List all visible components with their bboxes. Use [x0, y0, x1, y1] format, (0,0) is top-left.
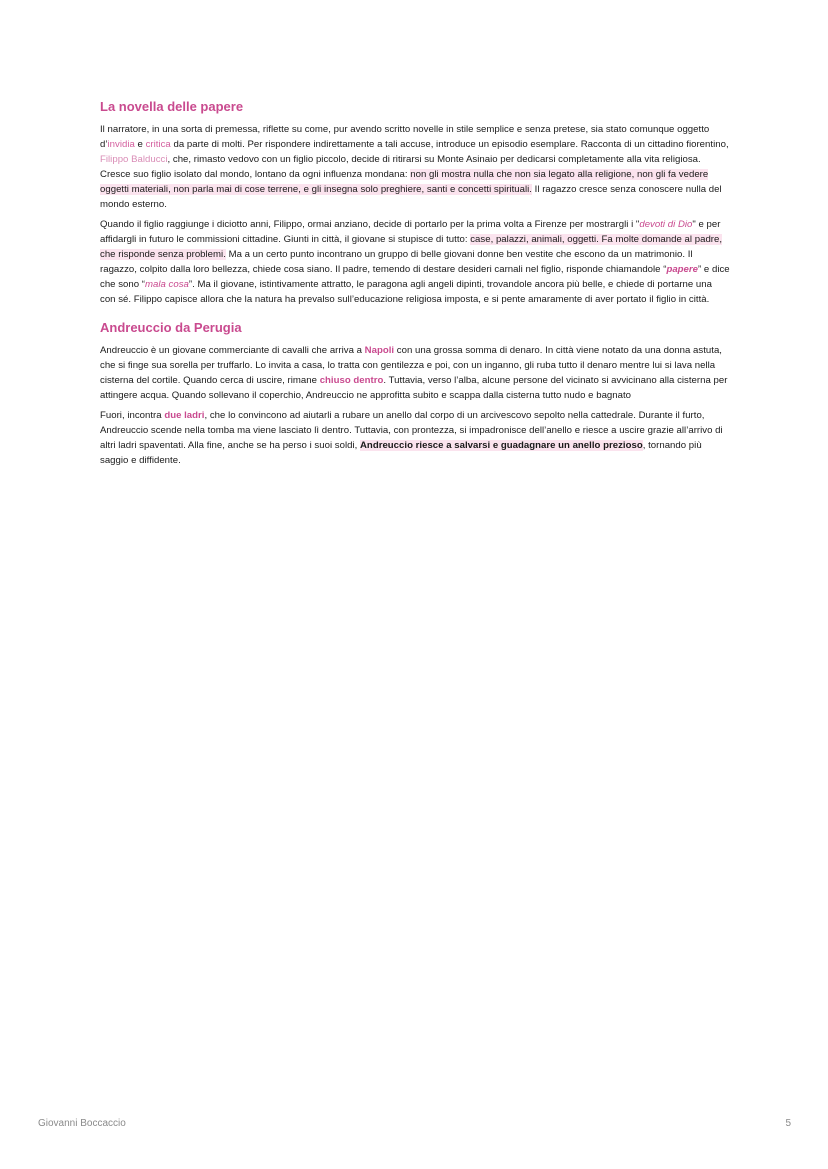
section-title-novella-papere: La novella delle papere — [100, 99, 244, 114]
text: , tornando più saggio e diffidente. — [100, 440, 702, 466]
text: con una grossa somma di denaro. In città viene notato da una donna astuta, che si finge sua sorella per truffarlo. Lo invita a casa, lo tratta con gentilezza e poi, con un inganno, gli ruba tutto il denaro mentre lui si lava nella cisterna del cortile. Quando cerca di uscire, rimane — [100, 345, 722, 386]
keyword-filippo-balducci: Filippo Balducci — [100, 154, 168, 165]
keyword-critica: critica — [145, 139, 171, 150]
text: Quando il figlio raggiunge i diciotto anni, Filippo, ormai anziano, decide di portarlo per la prima volta a Firenze per mostrargli i " — [100, 219, 640, 230]
keyword-napoli: Napoli — [364, 345, 395, 356]
page-content — [100, 98, 730, 473]
text: Fuori, incontra — [100, 410, 165, 421]
highlighted-text: Andreuccio riesce a salvarsi e guadagnare un anello prezioso — [359, 440, 643, 451]
paragraph — [100, 343, 730, 403]
text: . Tuttavia, verso l’alba, alcune persone del vicinato si avvicinano alla cisterna per attingere acqua. Quando sollevano il coperchio, Andreuccio ne approfitta subito e scappa dalla cisterna tutto nudo e bagnato — [100, 375, 728, 401]
keyword-invidia: invidia — [107, 139, 135, 150]
keyword-mala-cosa: mala cosa — [145, 279, 189, 290]
paragraph — [100, 217, 730, 307]
footer-title: Giovanni Boccaccio — [38, 1118, 126, 1129]
text: , che lo convincono ad aiutarli a rubare un anello dal corpo di un arcivescovo sepolto nella cattedrale. Durante il furto, Andreuccio scende nella tomba ma viene lasciato lì dentro. Tuttavia, con prontezza, si impadronisce dell’anello e riesce a uscire grazie all’arrivo di altri ladri spaventati. Alla fine, anche se ha perso i suoi soldi, — [100, 410, 723, 451]
text: " e per affidargli in futuro le commissioni cittadine. Giunti in città, il giovane si stupisce di tutto: — [100, 219, 721, 245]
keyword-due-ladri: due ladri — [164, 410, 205, 421]
paragraph — [100, 122, 730, 212]
keyword-papere: papere — [666, 264, 699, 275]
keyword-chiuso-dentro: chiuso dentro — [319, 375, 384, 386]
text: Il ragazzo cresce senza conoscere nulla del mondo esterno. — [100, 184, 722, 210]
page-number: 5 — [785, 1118, 791, 1129]
highlighted-text: non gli mostra nulla che non sia legato alla religione, non gli fa vedere oggetti materiali, non parla mai di cose terrene, e gli insegna solo preghiere, santi e concetti spirituali. — [100, 169, 709, 195]
text: Andreuccio è un giovane commerciante di cavalli che arriva a — [100, 345, 365, 356]
section-title-andreuccio: Andreuccio da Perugia — [100, 320, 242, 335]
text: da parte di molti. Per rispondere indirettamente a tali accuse, introduce un episodio esemplare. Racconta di un cittadino fiorentino, — [170, 139, 729, 150]
highlighted-text: case, palazzi, animali, oggetti. Fa molte domande al padre, che risponde senza problemi. — [100, 234, 723, 260]
keyword-devoti-di-dio: devoti di Dio — [639, 219, 693, 230]
paragraph — [100, 408, 730, 468]
text: ” e dice che sono “ — [100, 264, 730, 290]
text: Il narratore, in una sorta di premessa, riflette su come, pur avendo scritto novelle in stile semplice e senza pretese, sia stato comunque oggetto d’ — [100, 124, 710, 150]
text: e — [134, 139, 146, 150]
text: ”. Ma il giovane, istintivamente attratto, le paragona agli angeli dipinti, trovandole ancora più belle, e chiede di portarne una con sé. Filippo capisce allora che la natura ha prevalso sull’educazione religiosa imposta, e si pente amaramente di aver portato il figlio in città. — [100, 279, 713, 305]
text: Ma a un certo punto incontrano un gruppo di belle giovani donne ben vestite che escono da un matrimonio. Il ragazzo, colpito dalla loro bellezza, chiede cosa siano. Il padre, temendo di destare desideri carnali nel figlio, risponde chiamandole “ — [100, 249, 693, 275]
text: , che, rimasto vedovo con un figlio piccolo, decide di ritirarsi su Monte Asinaio per dedicarsi completamente alla vita religiosa. Cresce suo figlio isolato dal mondo, lontano da ogni influenza mondana: — [100, 154, 701, 180]
